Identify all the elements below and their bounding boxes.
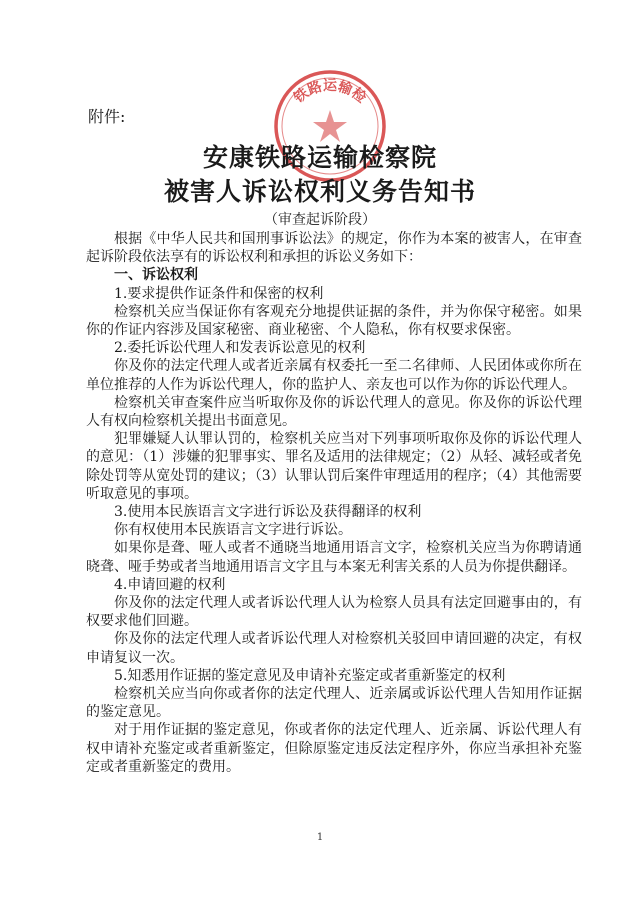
stage-label: （审查起诉阶段） — [264, 212, 376, 228]
paragraph: 2.委托诉讼代理人和发表诉讼意见的权利 — [114, 340, 366, 357]
paragraph: 检察机关应当保证你有客观充分地提供证据的条件，并为你保守秘密。如果你的作证内容涉及国家秘密、商业秘密、个人隐私，你有权要求保密。 — [86, 303, 582, 339]
section-heading: 一、诉讼权利 — [114, 267, 198, 284]
paragraph: 你及你的法定代理人或者诉讼代理人对检察机关驳回申请回避的决定，有权申请复议一次。 — [86, 631, 582, 666]
paragraph: 检察机关应当向你或者你的法定代理人、近亲属或诉讼代理人告知用作证据的鉴定意见。 — [86, 686, 582, 721]
document-title-line2: 被害人诉讼权利义务告知书 — [163, 177, 476, 206]
paragraph: 5.知悉用作证据的鉴定意见及申请补充鉴定或者重新鉴定的权利 — [114, 667, 506, 684]
page-number: 1 — [316, 832, 324, 843]
paragraph: 犯罪嫌疑人认罪认罚的，检察机关应当对下列事项听取你及你的诉讼代理人的意见：（1）涉嫌的犯罪事实、罪名及适用的法律规定；（2）从轻、减轻或者免除处罚等从宽处罚的建议；（3）认罪认罚后案件审理适用的程序；（4）其他需要听取意见的事项。 — [86, 431, 582, 502]
paragraph: 如果你是聋、哑人或者不通晓当地通用语言文字，检察机关应当为你聘请通晓聋、哑手势或者当地通用语言文字且与本案无利害关系的人员为你提供翻译。 — [86, 540, 582, 575]
document-title-line1: 安康铁路运输检察院 — [202, 143, 437, 172]
paragraph: 对于用作证据的鉴定意见，你或者你的法定代理人、近亲属、诉讼代理人有权申请补充鉴定或者重新鉴定，但除原鉴定违反法定程序外，你应当承担补充鉴定或者重新鉴定的费用。 — [86, 722, 582, 775]
paragraph: 检察机关审查案件应当听取你及你的诉讼代理人的意见。你及你的诉讼代理人有权向检察机关提出书面意见。 — [86, 394, 582, 430]
paragraph: 你及你的法定代理人或者诉讼代理人认为检察人员具有法定回避事由的，有权要求他们回避。 — [86, 595, 582, 630]
paragraph: 3.使用本民族语言文字进行诉讼及获得翻译的权利 — [114, 504, 422, 521]
attachment-label: 附件: — [88, 107, 126, 126]
document-body — [86, 230, 582, 776]
paragraph: 4.申请回避的权利 — [114, 576, 226, 593]
svg-text:铁路运输检: 铁路运输检 — [291, 78, 369, 107]
paragraph: 你有权使用本民族语言文字进行诉讼。 — [114, 522, 352, 539]
paragraph: 1.要求提供作证条件和保密的权利 — [114, 285, 324, 302]
paragraph: 你及你的法定代理人或者近亲属有权委托一至二名律师、人民团体或你所在单位推荐的人作为诉讼代理人，你的监护人、亲友也可以作为你的诉讼代理人。 — [86, 358, 582, 393]
paragraph: 根据《中华人民共和国刑事诉讼法》的规定，你作为本案的被害人，在审查起诉阶段依法享有的诉讼权利和承担的诉讼义务如下： — [86, 231, 582, 266]
